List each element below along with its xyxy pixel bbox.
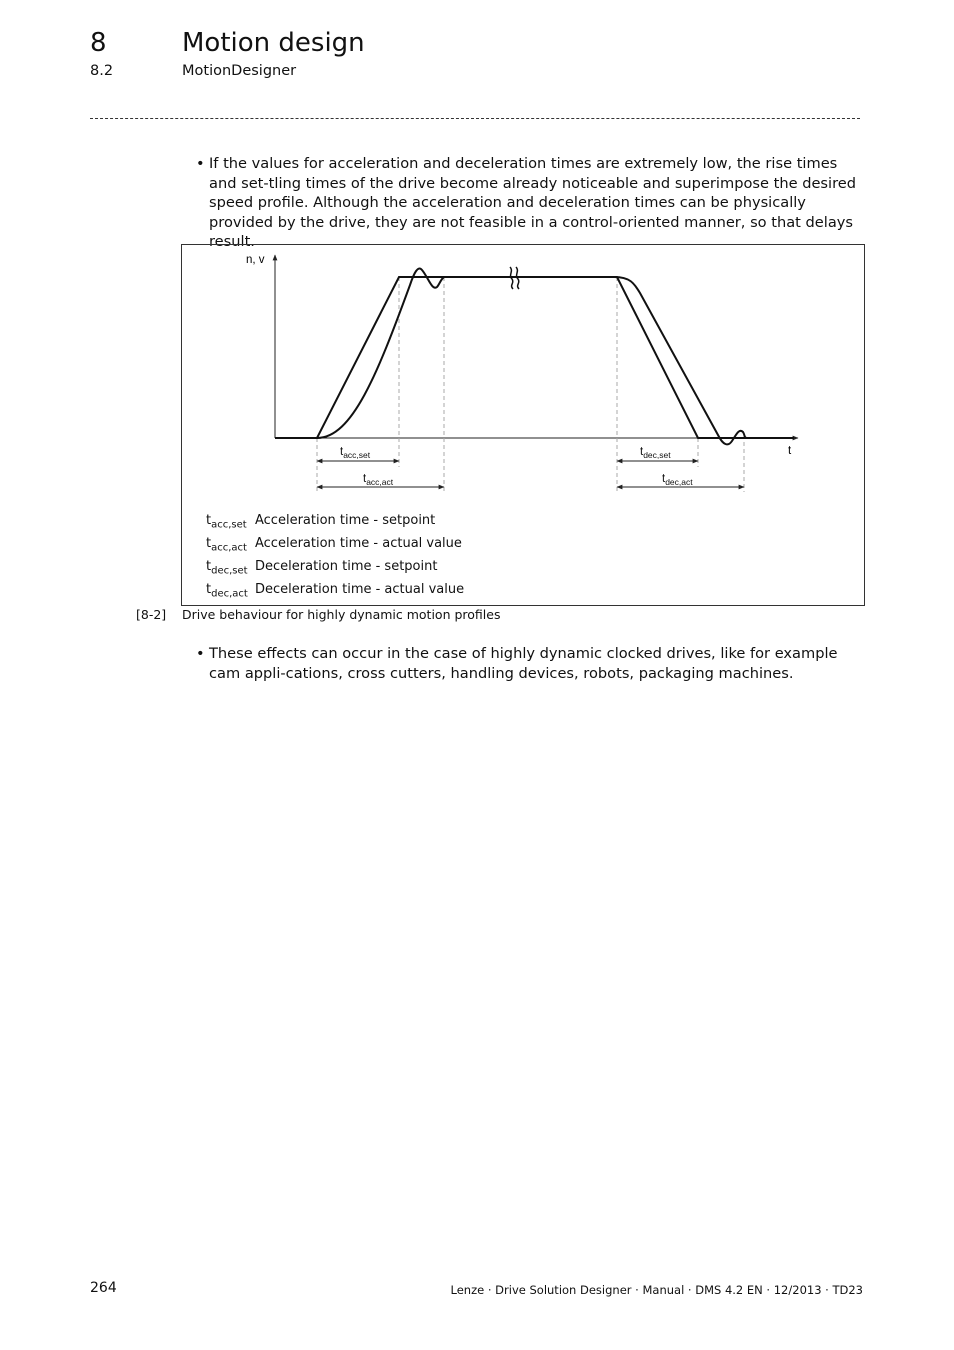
label-dec-act: $t_{dec,act}$	[662, 473, 693, 487]
figure-caption: Drive behaviour for highly dynamic motion profiles	[182, 607, 501, 622]
header-divider	[90, 118, 860, 119]
label-acc-act: $t_{acc,act}$	[363, 473, 394, 487]
page-number: 264	[90, 1280, 117, 1296]
footer-text: Lenze · Drive Solution Designer · Manual · DMS 4.2 EN · 12/2013 · TD23	[450, 1283, 863, 1297]
guide-lines	[317, 277, 744, 492]
bullet-dot: •	[196, 645, 205, 662]
section-title: MotionDesigner	[182, 63, 297, 79]
y-axis-label: n, v	[246, 254, 265, 266]
chapter-title: Motion design	[182, 28, 365, 58]
figure-caption-number: [8-2]	[136, 607, 167, 622]
legend-description: Acceleration time - actual value	[255, 536, 462, 551]
legend-description: Acceleration time - setpoint	[255, 513, 436, 528]
bullet-dot: •	[196, 155, 205, 172]
label-acc-set: $t_{acc,set}$	[340, 446, 371, 460]
speed-profile-diagram	[182, 245, 864, 605]
actual-curve	[317, 268, 747, 444]
legend-symbol: $t_{acc,set}$	[206, 513, 247, 531]
legend-symbol: $t_{dec,act}$	[206, 582, 248, 600]
legend-symbol: $t_{acc,act}$	[206, 536, 247, 554]
label-dec-set: $t_{dec,set}$	[640, 446, 671, 460]
figure-box	[181, 244, 865, 606]
chapter-number: 8	[90, 28, 107, 58]
legend-symbol: $t_{dec,set}$	[206, 559, 248, 577]
bullet-item	[196, 644, 864, 683]
section-number: 8.2	[90, 63, 114, 79]
legend-description: Deceleration time - setpoint	[255, 559, 438, 574]
x-axis-label: t	[788, 445, 792, 457]
legend-description: Deceleration time - actual value	[255, 582, 465, 597]
bullet-text: These effects can occur in the case of highly dynamic clocked drives, like for example cam appli-cations, cross cutters, handling devices, robots, packaging machines.	[209, 645, 838, 682]
bullet-item	[196, 154, 864, 252]
bullet-text: If the values for acceleration and deceleration times are extremely low, the rise times and set-tling times of the drive become already noticeable and superimpose the desired speed profile. Although the acceleration and deceleration times can be physically provided by the drive, they are not feasible in a control-oriented manner, so that delays result.	[209, 155, 857, 250]
